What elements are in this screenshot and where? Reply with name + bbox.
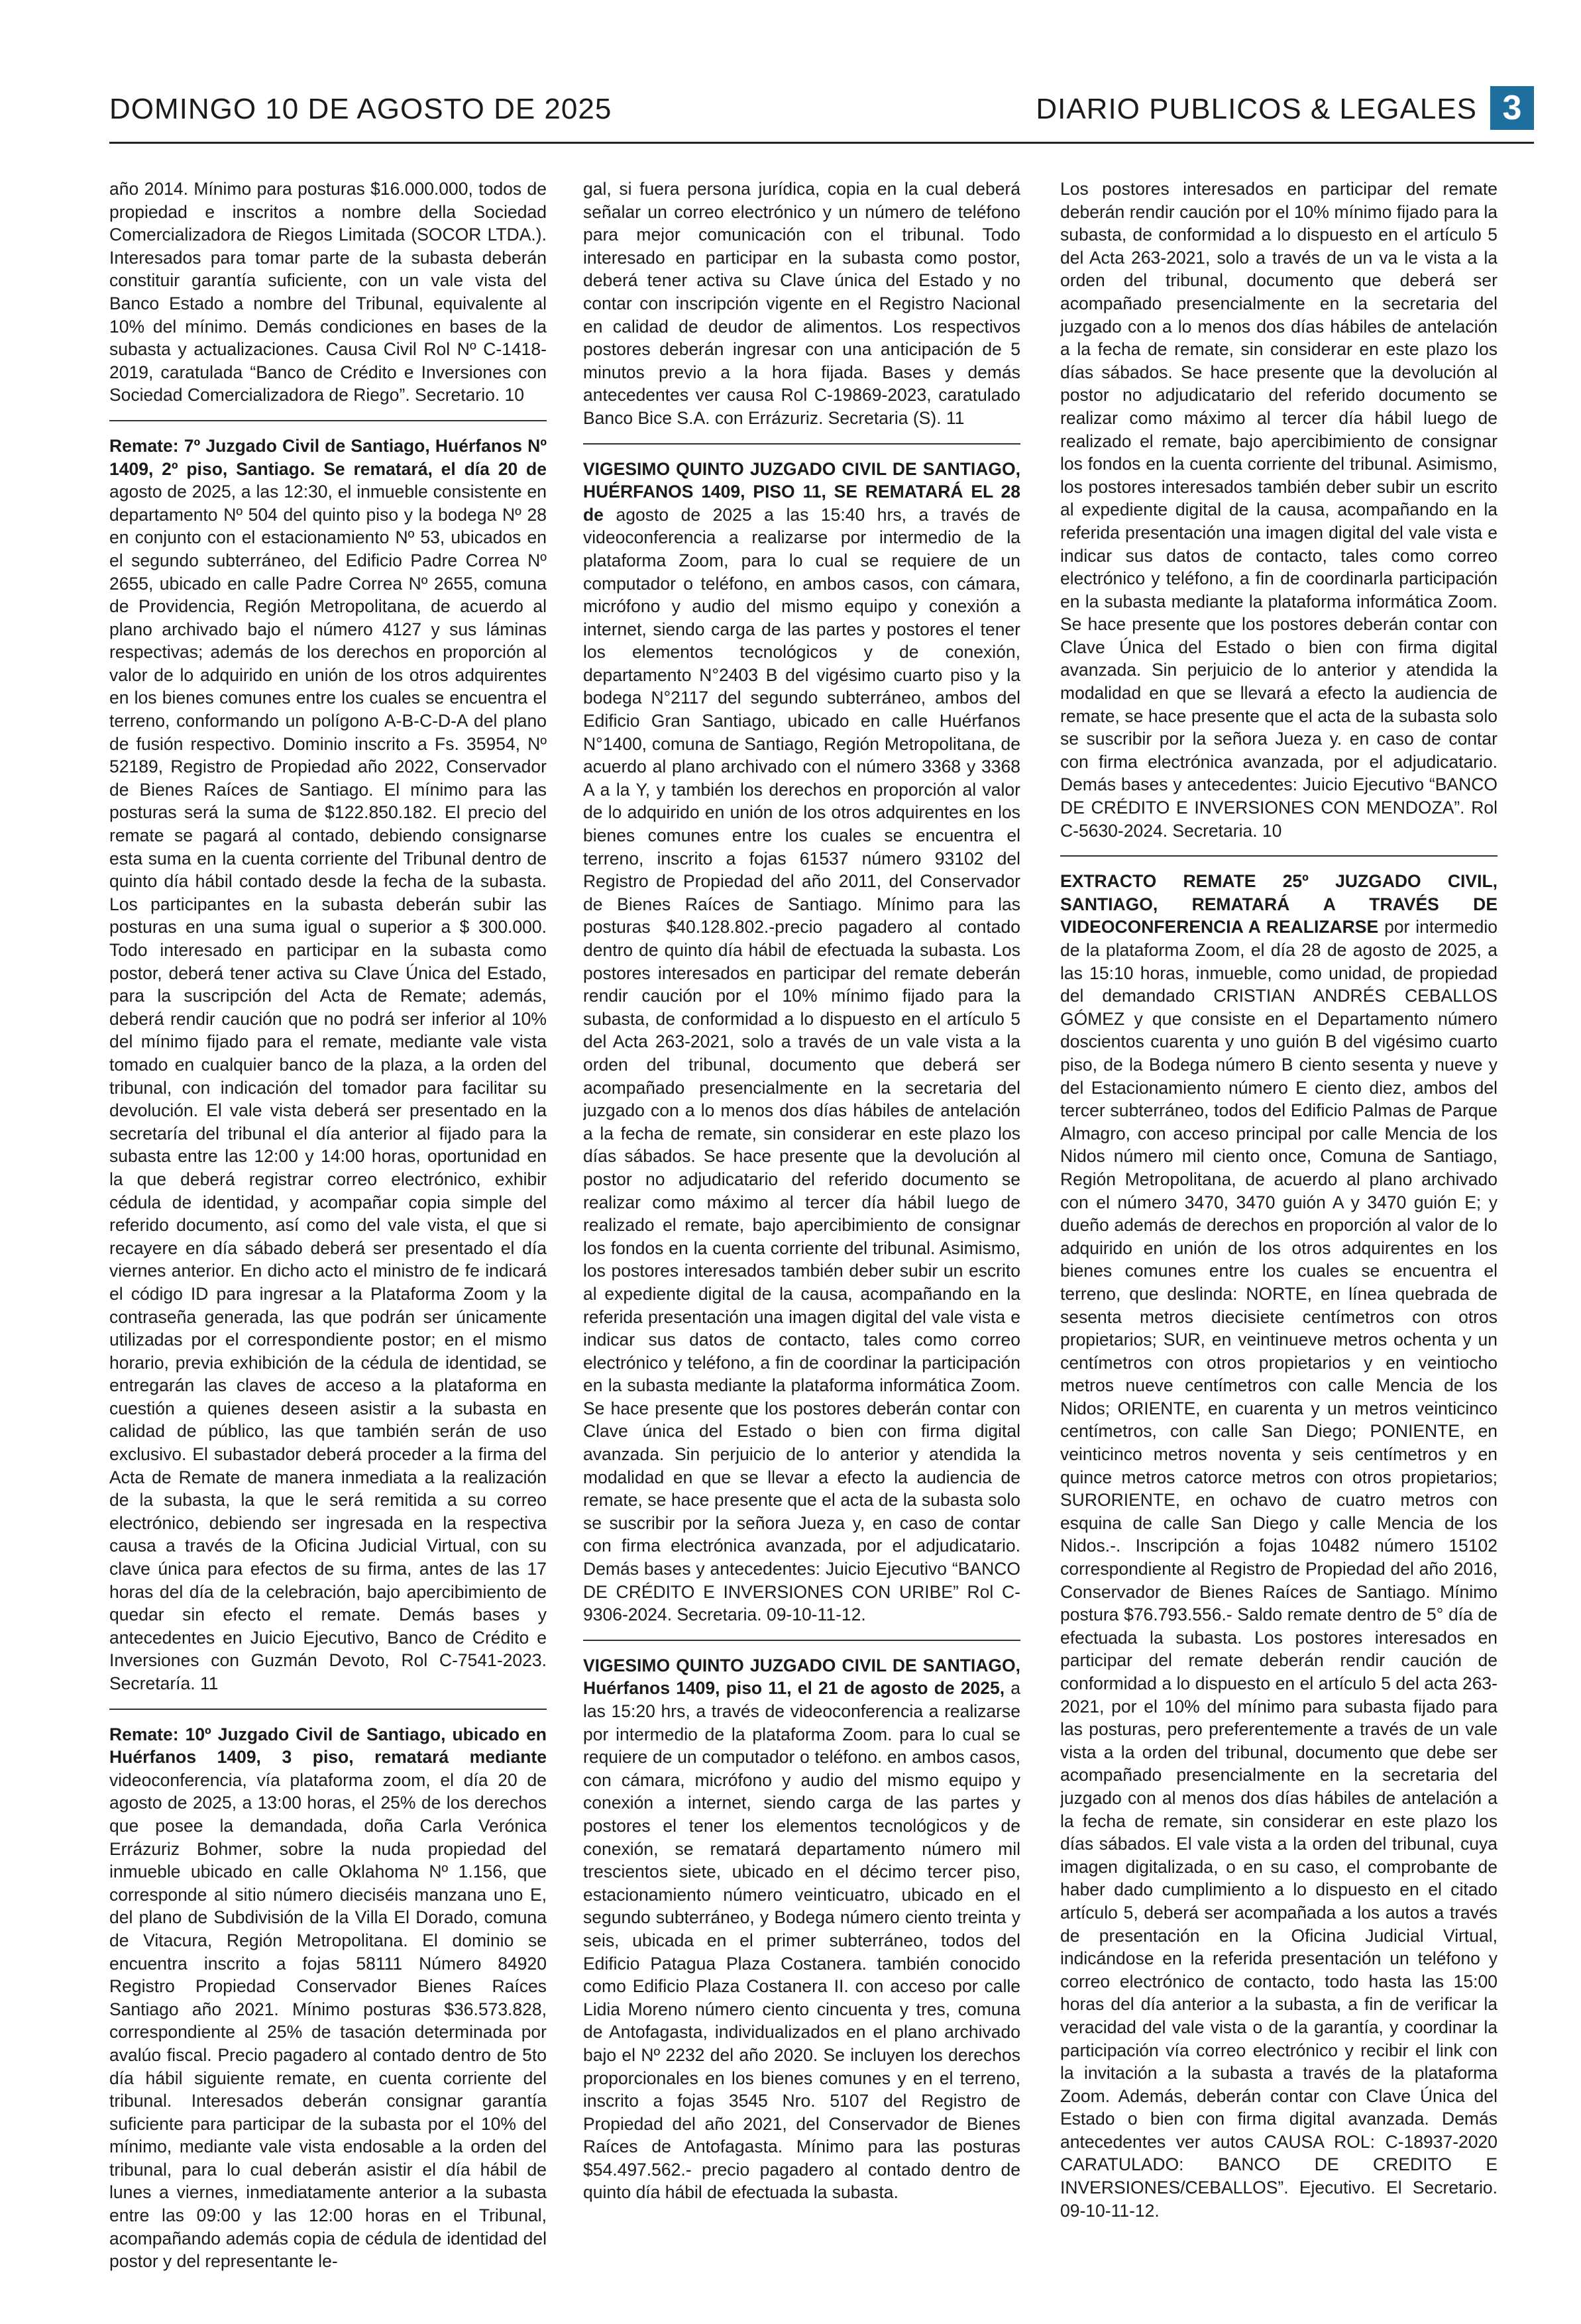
header-date: DOMINGO 10 DE AGOSTO DE 2025 xyxy=(109,93,612,125)
notice-continuation xyxy=(583,178,1020,430)
notice-body: año 2014. Mínimo para posturas $16.000.000, todos de propiedad e inscritos a nombre della Sociedad Comercializadora de Riegos Limitada (SOCOR LTDA.). Interesados para tomar parte de la subasta deberán constituir garantía suficiente, con un vale vista del Banco Estado a nombre del Tribunal, equivalente al 10% del mínimo. Demás condiciones en bases de la subasta y actualizaciones. Causa Civil Rol Nº C-1418-2019, caratulada “Banco de Crédito e Inversiones con Sociedad Comercializadora de Riego”. Secretario. 10 xyxy=(109,179,547,405)
notice xyxy=(109,435,547,1695)
header-publication: DIARIO PUBLICOS & LEGALES xyxy=(1036,93,1477,125)
notice-separator xyxy=(583,1640,1020,1641)
notice-body: gal, si fuera persona jurídica, copia en la cual deberá señalar un correo electrónico y un número de teléfono para mejor comunicación con el tribunal. Todo interesado en participar en la subasta como postor, deberá tener activa su Clave única del Estado y no contar con inscripción vigente en el Registro Nacional en calidad de deudor de alimentos. Los respectivos postores deberán ingresar con una anticipación de 5 minutos previo a la hora fijada. Bases y demás antecedentes ver causa Rol C-19869-2023, caratulado Banco Bice S.A. con Errázuriz. Secretaria (S). 11 xyxy=(583,179,1020,428)
notice-body: Remate: 7º Juzgado Civil de Santiago, Huérfanos Nº 1409, 2º piso, Santiago. Se rematará, el día 20 de agosto de 2025, a las 12:30, el inmueble consistente en departamento Nº 504 del quinto piso y la bodega Nº 28 en conjunto con el estacionamiento Nº 53, ubicados en el segundo subterráneo, del Edificio Padre Correa Nº 2655, ubicado en calle Padre Correa Nº 2655, comuna de Providencia, Región Metropolitana, de acuerdo al plano archivado bajo el número 4127 y sus láminas respectivas; además de los derechos en proporción al valor de lo adquirido en unión de los otros adquirentes en los bienes comunes entre los cuales se encuentra el terreno, conformando un polígono A-B-C-D-A del plano de fusión respectivo. Dominio inscrito a Fs. 35954, Nº 52189, Registro de Propiedad año 2022, Conservador de Bienes Raíces de Santiago. El mínimo para las posturas será la suma de $122.850.182. El precio del remate se pagará al contado, debiendo consignarse esta suma en la cuenta corriente del Tribunal dentro de quinto día hábil contado desde la fecha de la subasta. Los participantes en la subasta deberán subir las posturas en una suma igual o superior a $ 300.000. Todo interesado en participar en la subasta como postor, deberá tener activa su Clave Única del Estado, para la suscripción del Acta de Remate; además, deberá rendir caución que no podrá ser inferior al 10% del mínimo fijado para el remate, mediante vale vista tomado en cualquier banco de la plaza, a la orden del tribunal, con indicación del tomador para facilitar su devolución. El vale vista deberá ser presentado en la secretaría del tribunal el día anterior al fijado para la subasta entre las 12:00 y 14:00 horas, oportunidad en la que deberá registrar correo electrónico, exhibir cédula de identidad, y acompañar copia simple del referido documento, así como del vale vista, el que si recayere en día sábado deberá ser presentado el día viernes anterior. En dicho acto el ministro de fe indicará el código ID para ingresar a la Plataforma Zoom y la contraseña generada, las que podrán ser únicamente utilizadas por el correspondiente postor; en el mismo horario, previa exhibición de la cédula de identidad, se entregarán las claves de acceso a la plataforma en cuestión a quienes deseen asistir a la subasta en calidad de público, las que también serán de uso exclusivo. El subastador deberá proceder a la firma del Acta de Remate de manera inmediata a la realización de la subasta, la que le será remitida a su correo electrónico, debiendo ser ingresada en la respectiva causa a través de la Oficina Judicial Virtual, con su clave única para efectos de su firma, antes de las 17 horas del día de la celebración, bajo apercibimiento de quedar sin efecto el remate. Demás bases y antecedentes en Juicio Ejecutivo, Banco de Crédito e Inversiones con Guzmán Devoto, Rol C-7541-2023. Secretaría. 11 xyxy=(109,435,547,1693)
notice-separator xyxy=(109,420,547,421)
notice-body: VIGESIMO QUINTO JUZGADO CIVIL DE SANTIAGO, HUÉRFANOS 1409, PISO 11, SE REMATARÁ EL 28 de agosto de 2025 a las 15:40 hrs, a través de videoconferencia a realizarse por intermedio de la plataforma Zoom, para lo cual se requiere de un computador o teléfono, en ambos casos, con cámara, micrófono y audio del mismo equipo y conexión a internet, siendo carga de las partes y postores el tener los elementos tecnológicos y de conexión, departamento N°2403 B del vigésimo cuarto piso y la bodega N°2117 del segundo subterráneo, ambos del Edificio Gran Santiago, ubicado en calle Huérfanos N°1400, comuna de Santiago, Región Metropolitana, de acuerdo al plano archivado con el número 3368 y 3368 A a la Y, y también los derechos en proporción al valor de lo adquirido en unión de los otros adquirentes en los bienes comunes entre los cuales se encuentra el terreno, inscrito a fojas 61537 número 93102 del Registro de Propiedad del año 2011, del Conservador de Bienes Raíces de Santiago. Mínimo para las posturas $40.128.802.-precio pagadero al contado dentro de quinto día hábil de efectuada la subasta. Los postores interesados en participar del remate deberán rendir caución por el 10% mínimo fijado para la subasta, de conformidad a lo dispuesto en el artículo 5 del Acta 263-2021, solo a través de un vale vista a la orden del tribunal, documento que deberá ser acompañado presencialmente en la secretaria del juzgado con a lo menos dos días hábiles de antelación a la fecha de remate, sin considerar en este plazo los días sábados. Se hace presente que la devolución al postor no adjudicatario del referido documento se realizar como máximo al tercer día hábil luego de realizado el remate, bajo apercibimiento de consignar los fondos en la cuenta corriente del tribunal. Asimismo, los postores interesados también deber subir un escrito al expediente digital de la causa, acompañando en la referida presentación una imagen digital del vale vista e indicar sus datos de contacto, tales como correo electrónico y teléfono, a fin de coordinar la participación en la subasta mediante la plataforma informática Zoom. Se hace presente que los postores deberán contar con Clave única del Estado o bien con firma digital avanzada. Sin perjuicio de lo anterior y atendida la modalidad en que se llevar a efecto la audiencia de remate, se hace presente que el acta de la subasta solo se suscribir por la señora Jueza y, en caso de contar con firma electrónica avanzada, por el adjudicatario. Demás bases y antecedentes: Juicio Ejecutivo “BANCO DE CRÉDITO E INVERSIONES CON URIBE” Rol C-9306-2024. Secretaria. 09-10-11-12. xyxy=(583,458,1020,1625)
notice-separator xyxy=(109,1709,547,1710)
page-header xyxy=(109,78,1534,144)
notice-body: VIGESIMO QUINTO JUZGADO CIVIL DE SANTIAGO, Huérfanos 1409, piso 11, el 21 de agosto de 2025, a las 15:20 hrs, a través de videoconferencia a realizarse por intermedio de la plataforma Zoom. para lo cual se requiere de un computador o teléfono. en ambos casos, con cámara, micrófono y audio del mismo equipo y conexión a internet, siendo carga de las partes y postores el tener los elementos tecnológicos y de conexión, se rematará departamento número mil trescientos siete, ubicado en el décimo tercer piso, estacionamiento número veinticuatro, ubicado en el segundo subterráneo, y Bodega número ciento treinta y seis, ubicada en el primer subterráneo, todos del Edificio Patagua Plaza Costanera. también conocido como Edificio Plaza Costanera II. con acceso por calle Lidia Moreno número ciento cincuenta y tres, comuna de Antofagasta, individualizados en el plano archivado bajo el Nº 2232 del año 2020. Se incluyen los derechos proporcionales en los bienes comunes y en el terreno, inscrito a fojas 3545 Nro. 5107 del Registro de Propiedad del año 2021, del Conservador de Bienes Raíces de Antofagasta. Mínimo para las posturas $54.497.562.- precio pagadero al contado dentro de quinto día hábil de efectuada la subasta. xyxy=(583,1655,1020,2203)
notice-heading: Remate: 10º Juzgado Civil de Santiago, ubicado en Huérfanos 1409, 3 piso, rematará mediante xyxy=(109,1724,547,1768)
notice-continuation xyxy=(109,178,547,407)
notice-heading: VIGESIMO QUINTO JUZGADO CIVIL DE SANTIAGO, Huérfanos 1409, piso 11, el 21 de agosto de 2025, xyxy=(583,1655,1020,1699)
notice-body: EXTRACTO REMATE 25º JUZGADO CIVIL, SANTIAGO, REMATARÁ A TRAVÉS DE VIDEOCONFERENCIA A REALIZARSE por intermedio de la plataforma Zoom, el día 28 de agosto de 2025, a las 15:10 horas, inmueble, como unidad, de propiedad del demandado CRISTIAN ANDRÉS CEBALLOS GÓMEZ y que consiste en el Departamento número doscientos cuarenta y uno guión B del vigésimo cuarto piso, de la Bodega número B ciento sesenta y nueve y del Estacionamiento número E ciento diez, ambos del tercer subterráneo, todos del Edificio Palmas de Parque Almagro, con acceso principal por calle Mencia de los Nidos número mil ciento once, Comuna de Santiago, Región Metropolitana, de acuerdo al plano archivado con el número 3470, 3470 guión A y 3470 guión E; y dueño además de derechos en proporción al valor de lo adquirido en unión de los otros adquirentes en los bienes comunes entre los cuales se encuentra el terreno, que deslinda: NORTE, en línea quebrada de sesenta metros diecisiete centímetros con otros propietarios; SUR, en veintinueve metros ochenta y un centímetros con otros propietarios y en veintiocho metros nueve centímetros con calle Mencia de los Nidos; ORIENTE, en cuarenta y un metros veinticinco centímetros, con calle San Diego; PONIENTE, en veinticinco metros noventa y seis centímetros y en quince metros catorce metros con otros propietarios; SURORIENTE, en ochavo de cuatro metros con esquina de calle San Diego y calle Mencia de los Nidos.-. Inscripción a fojas 10482 número 15102 correspondiente al Registro de Propiedad del año 2016, Conservador de Bienes Raíces de Santiago. Mínimo postura $76.793.556.- Saldo remate dentro de 5° día de efectuada la subasta. Los postores interesados en participar del remate deberán rendir caución de conformidad a lo dispuesto en el artículo 5 del acta 263-2021, por el 10% del mínimo para subasta fijado para las posturas, pero preferentemente a través de un vale vista a la orden del tribunal, documento que debe ser acompañado presencialmente en la secretaria del juzgado con al menos dos días hábiles de antelación a la fecha de remate, sin considerar en este plazo los días sábados. El vale vista a la orden del tribunal, cuya imagen digitalizada, o en su caso, el comprobante de haber dado cumplimiento a lo dispuesto en el citado artículo 5, deberá ser acompañada a los autos a través de presentación en la Oficina Judicial Virtual, indicándose en la referida presentación un teléfono y correo electrónico de contacto, todo hasta las 15:00 horas del día anterior a la subasta, a fin de verificar la veracidad del vale vista o de la garantía, y coordinar la participación vía correo electrónico y recibir el link con la invitación a la subasta a través de la plataforma Zoom. Además, deberán contar con Clave Única del Estado o bien con firma digital avanzada. Demás antecedentes ver autos CAUSA ROL: C-18937-2020 CARATULADO: BANCO DE CREDITO E INVERSIONES/CEBALLOS”. Ejecutivo. El Secretario. 09-10-11-12. xyxy=(1060,871,1498,2221)
notice-heading: VIGESIMO QUINTO JUZGADO CIVIL DE SANTIAGO, HUÉRFANOS 1409, PISO 11, SE REMATARÁ EL 28 de xyxy=(583,458,1020,525)
notice xyxy=(109,1723,547,2273)
notice-body: Los postores interesados en participar del remate deberán rendir caución por el 10% mínimo fijado para la subasta, de conformidad a lo dispuesto en el artículo 5 del Acta 263-2021, solo a través de un va le vista a la orden del tribunal, documento que deberá ser acompañado presencialmente en la secretaria del juzgado con a lo menos dos días hábiles de antelación a la fecha de remate, sin considerar en este plazo los días sábados. Se hace presente que la devolución al postor no adjudicatario del referido documento se realizar como máximo al tercer día hábil luego de realizado el remate, bajo apercibimiento de consignar los fondos en la cuenta corriente del tribunal. Asimismo, los postores interesados también deber subir un escrito al expediente digital de la causa, acompañando en la referida presentación una imagen digital del vale vista e indicar sus datos de contacto, tales como correo electrónico y teléfono, a fin de coordinarla participación en la subasta mediante la plataforma informática Zoom. Se hace presente que los postores deberán contar con Clave Única del Estado o bien con firma digital avanzada. Sin perjuicio de lo anterior y atendida la modalidad en que se llevará a efecto la audiencia de remate, se hace presente que el acta de la subasta solo se suscribir por la señora Jueza y. en caso de contar con firma electrónica avanzada, por el adjudicatario. Demás bases y antecedentes: Juicio Ejecutivo “BANCO DE CRÉDITO E INVERSIONES CON MENDOZA”. Rol C-5630-2024. Secretaria. 10 xyxy=(1060,179,1498,841)
column-3 xyxy=(1060,178,1498,2298)
notice xyxy=(583,1654,1020,2204)
notice-separator xyxy=(583,443,1020,445)
notice-continuation xyxy=(1060,178,1498,842)
column-2 xyxy=(583,178,1020,2298)
notice-body: Remate: 10º Juzgado Civil de Santiago, ubicado en Huérfanos 1409, 3 piso, rematará mediante videoconferencia, vía plataforma zoom, el día 20 de agosto de 2025, a 13:00 horas, el 25% de los derechos que posee la demandada, doña Carla Verónica Errázuriz Bohmer, sobre la nuda propiedad del inmueble ubicado en calle Oklahoma Nº 1.156, que corresponde al sitio número dieciséis manzana uno E, del plano de Subdivisión de la Villa El Dorado, comuna de Vitacura, Región Metropolitana. El dominio se encuentra inscrito a fojas 58111 Número 84920 Registro Propiedad Conservador Bienes Raíces Santiago año 2021. Mínimo posturas $36.573.828, correspondiente al 25% de tasación determinada por avalúo fiscal. Precio pagadero al contado dentro de 5to día hábil siguiente remate, en cuenta corriente del tribunal. Interesados deberán consignar garantía suficiente para participar de la subasta por el 10% del mínimo, mediante vale vista endosable a la orden del tribunal, para lo cual deberán asistir el día hábil de lunes a viernes, inmediatamente anterior a la subasta entre las 09:00 y las 12:00 horas en el Tribunal, acompañando además copia de cédula de identidad del postor y del representante le- xyxy=(109,1724,547,2272)
notice-separator xyxy=(1060,855,1498,857)
notice xyxy=(1060,870,1498,2222)
column-1 xyxy=(109,178,547,2298)
page-number-badge: 3 xyxy=(1490,86,1534,130)
notice xyxy=(583,458,1020,1626)
notice-heading: EXTRACTO REMATE 25º JUZGADO CIVIL, SANTIAGO, REMATARÁ A TRAVÉS DE VIDEOCONFERENCIA A REALIZARSE xyxy=(1060,871,1498,937)
notice-heading: Remate: 7º Juzgado Civil de Santiago, Huérfanos Nº 1409, 2º piso, Santiago. Se rematará, el día 20 de xyxy=(109,435,547,479)
